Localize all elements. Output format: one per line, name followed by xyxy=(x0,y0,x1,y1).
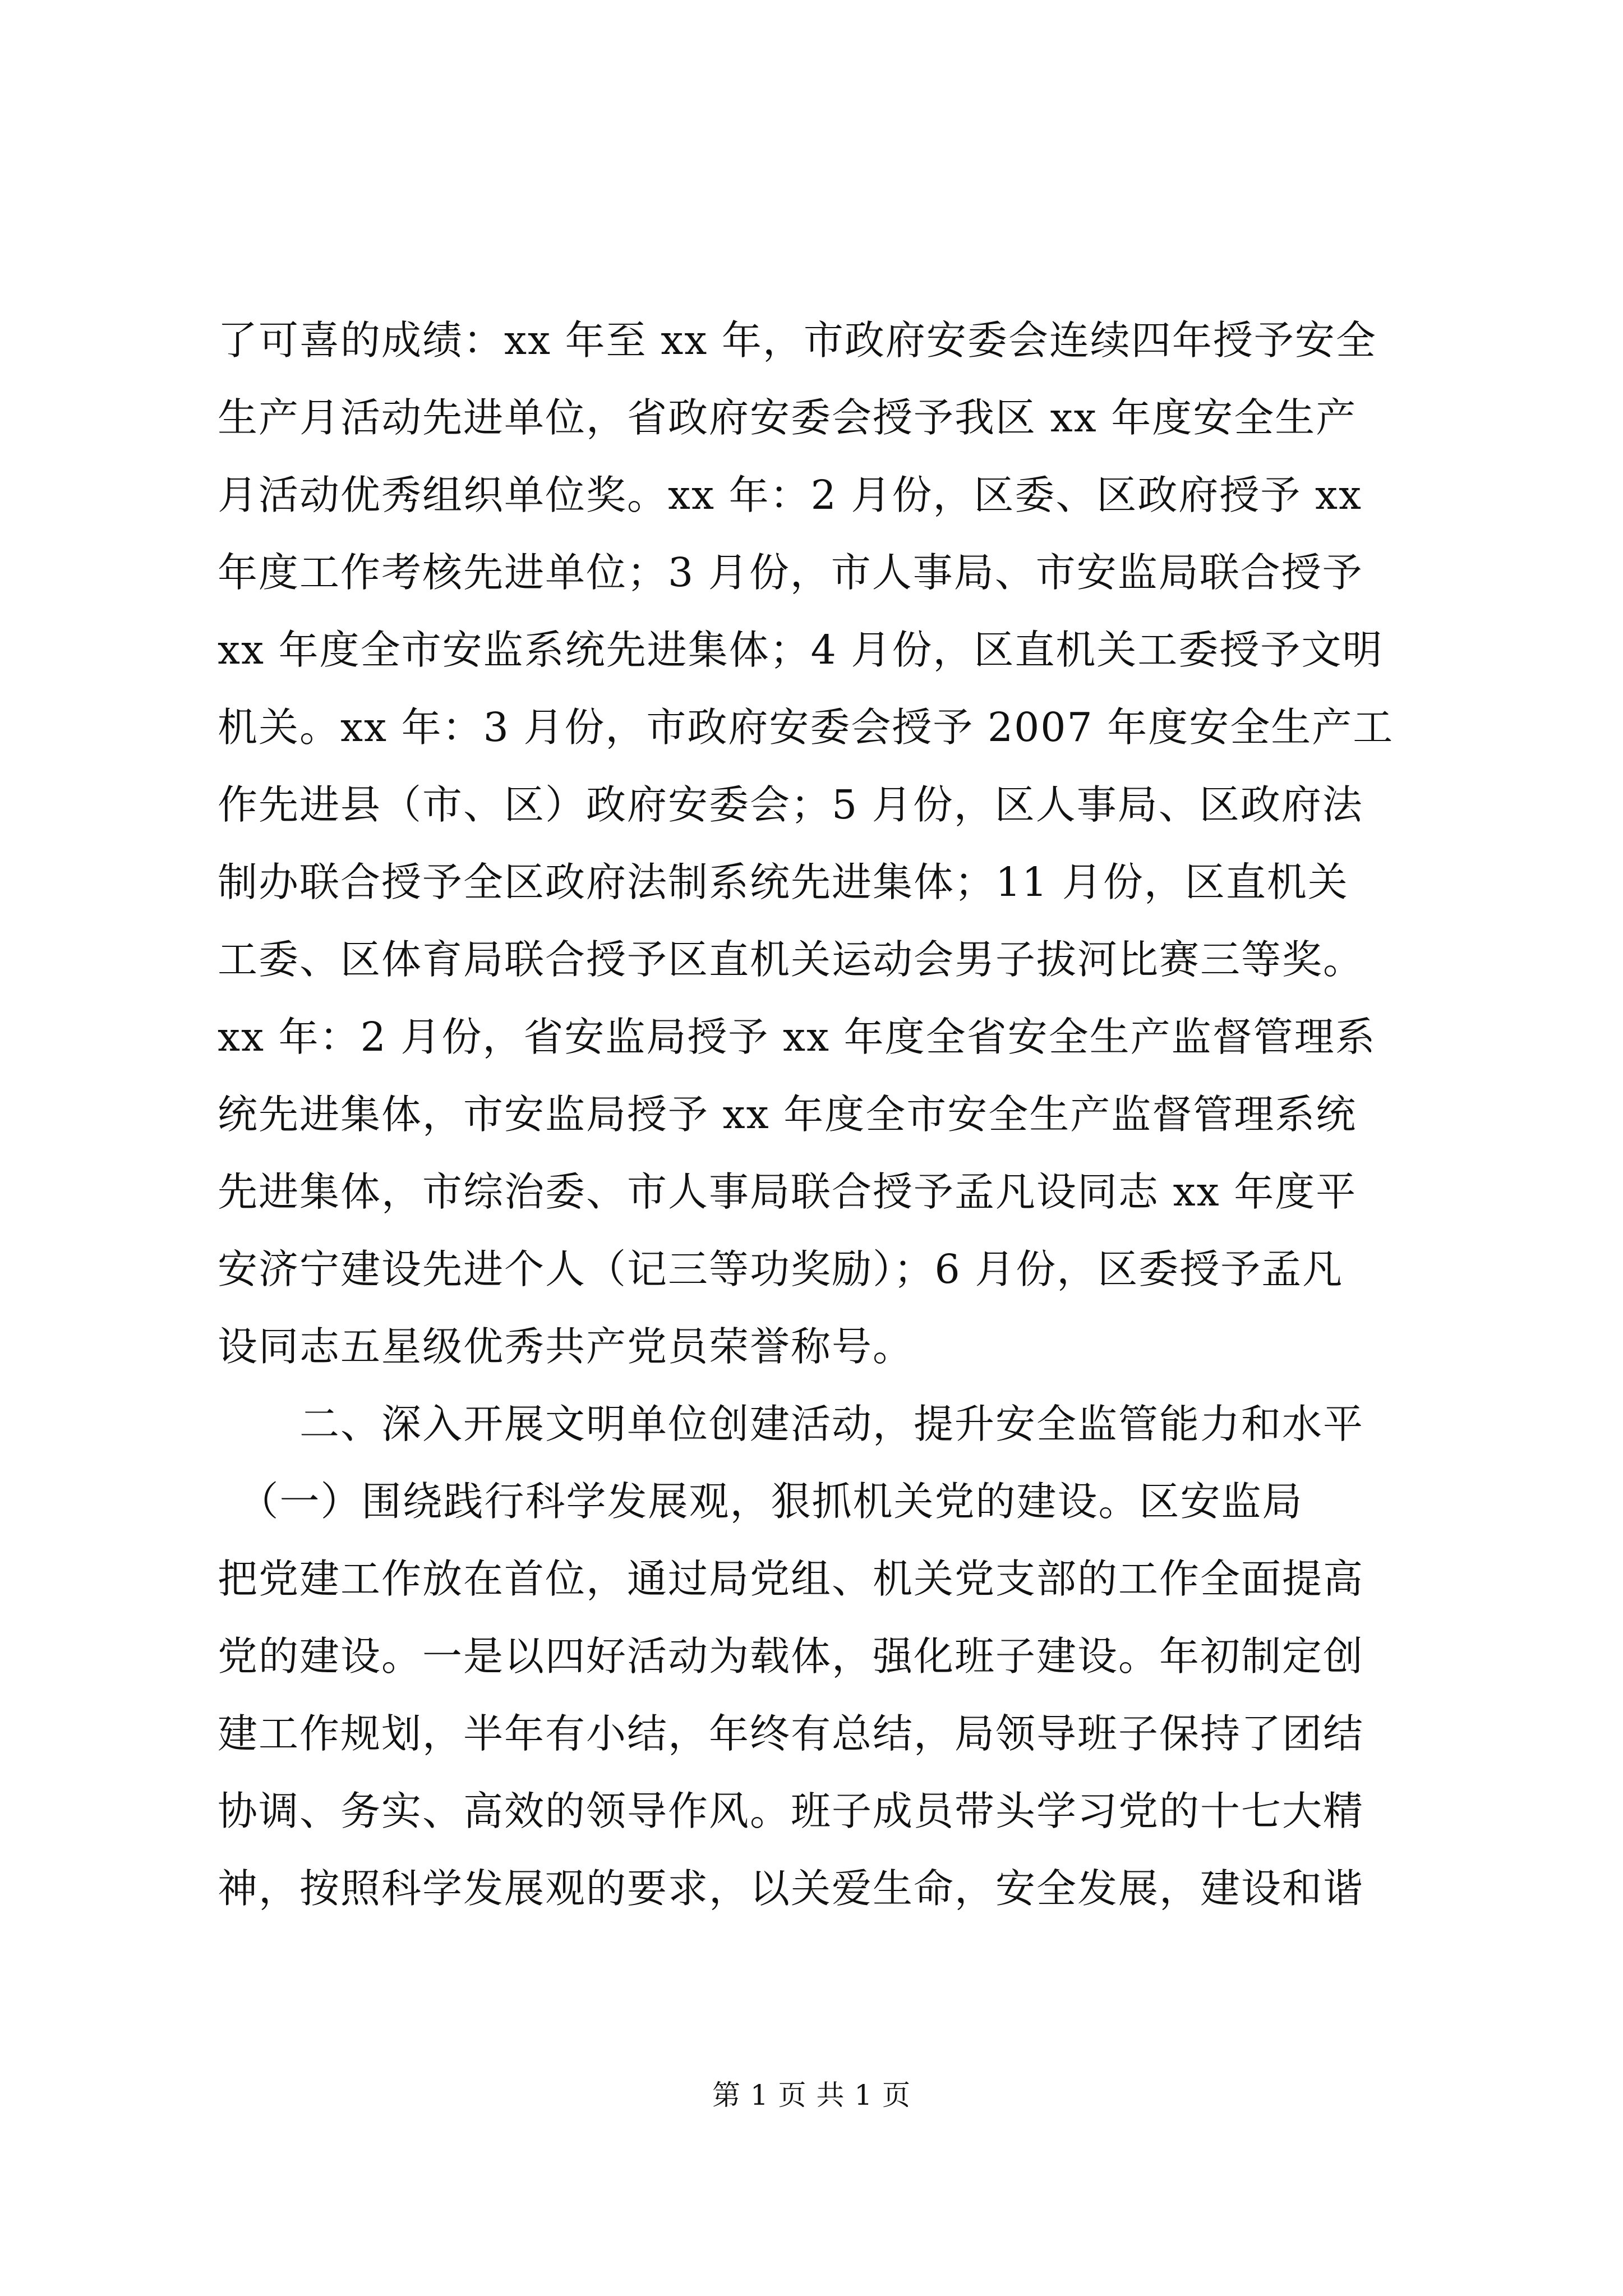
text-line: 把党建工作放在首位，通过局党组、机关党支部的工作全面提高 xyxy=(218,1556,1364,1602)
text-line: 机关。xx 年：3 月份，市政府安委会授予 2007 年度安全生产工 xyxy=(218,704,1394,751)
text-line: 先进集体，市综治委、市人事局联合授予孟凡设同志 xx 年度平 xyxy=(218,1168,1357,1215)
text-line: 工委、区体育局联合授予区直机关运动会男子拔河比赛三等奖。 xyxy=(218,936,1364,983)
text-line: xx 年度全市安监系统先进集体；4 月份，区直机关工委授予文明 xyxy=(218,627,1384,673)
text-line: 月活动优秀组织单位奖。xx 年：2 月份，区委、区政府授予 xx xyxy=(218,472,1363,518)
text-line: 作先进县（市、区）政府安委会；5 月份，区人事局、区政府法 xyxy=(218,781,1363,828)
text-line: 了可喜的成绩：xx 年至 xx 年，市政府安委会连续四年授予安全 xyxy=(218,317,1377,364)
text-line: 年度工作考核先进单位；3 月份，市人事局、市安监局联合授予 xyxy=(218,549,1363,596)
section-heading: 二、深入开展文明单位创建活动，提升安全监管能力和水平 xyxy=(218,1401,1364,1447)
text-line: 协调、务实、高效的领导作风。班子成员带头学习党的十七大精 xyxy=(218,1788,1364,1834)
text-line: （一）围绕践行科学发展观，狠抓机关党的建设。区安监局 xyxy=(218,1478,1303,1525)
text-line: 设同志五星级优秀共产党员荣誉称号。 xyxy=(218,1323,914,1370)
text-line: 制办联合授予全区政府法制系统先进集体；11 月份，区直机关 xyxy=(218,859,1349,905)
text-line: 党的建设。一是以四好活动为载体，强化班子建设。年初制定创 xyxy=(218,1633,1364,1680)
text-line: xx 年：2 月份，省安监局授予 xx 年度全省安全生产监督管理系 xyxy=(218,1014,1376,1060)
body-text xyxy=(218,302,1440,1927)
text-line: 神，按照科学发展观的要求，以关爱生命，安全发展，建设和谐 xyxy=(218,1865,1364,1912)
text-line: 生产月活动先进单位，省政府安委会授予我区 xx 年度安全生产 xyxy=(218,394,1357,441)
page-number-footer: 第 1 页 共 1 页 xyxy=(712,2079,911,2111)
text-line: 建工作规划，半年有小结，年终有总结，局领导班子保持了团结 xyxy=(218,1710,1364,1757)
text-line: 统先进集体，市安监局授予 xx 年度全市安全生产监督管理系统 xyxy=(218,1091,1357,1138)
text-line: 安济宁建设先进个人（记三等功奖励）；6 月份，区委授予孟凡 xyxy=(218,1246,1344,1292)
